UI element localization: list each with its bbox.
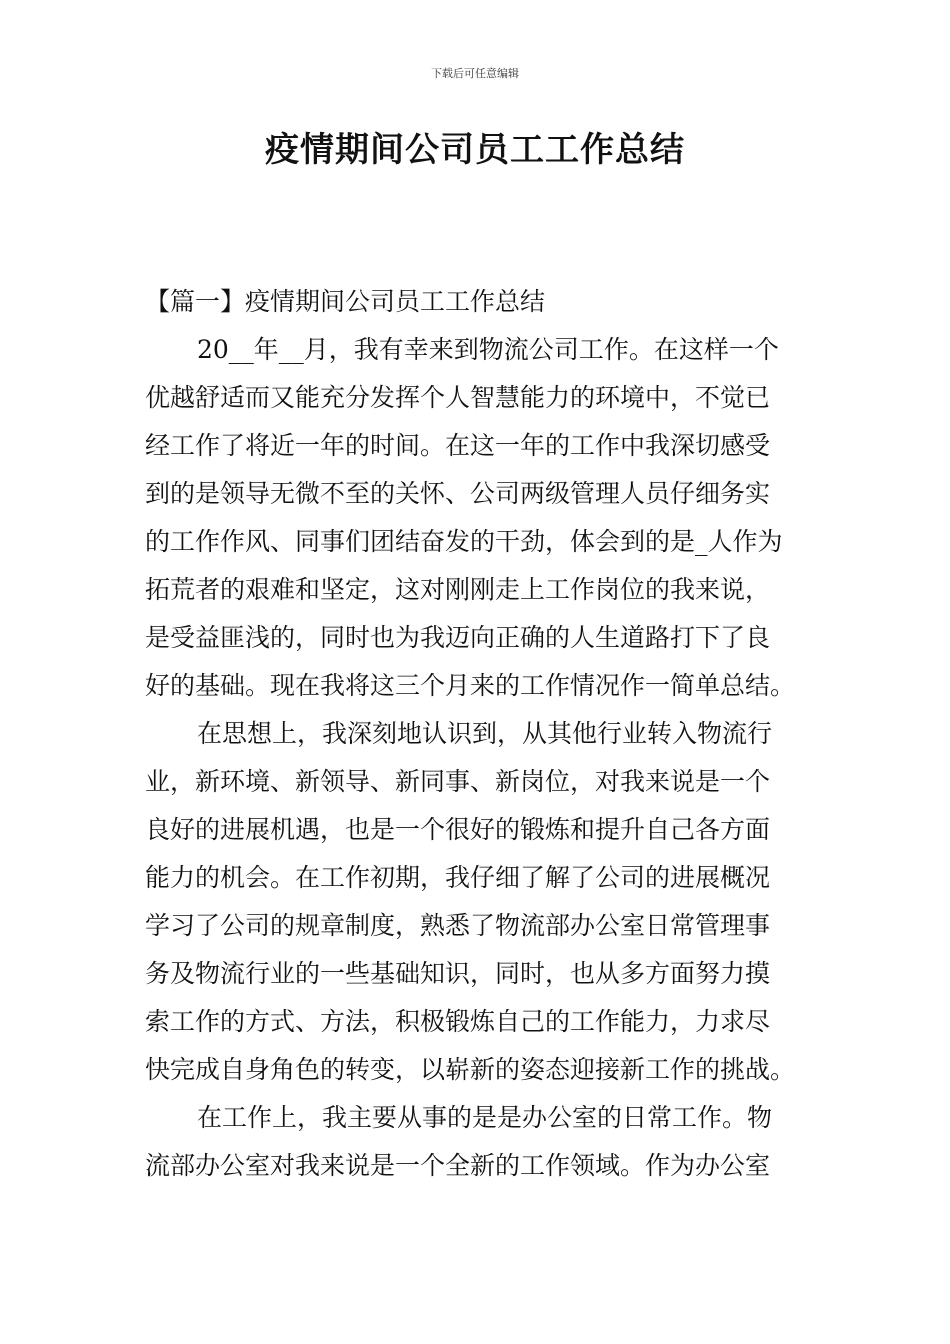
header-note: 下载后可任意编辑 [431,67,519,80]
document-body [145,278,805,1190]
paragraph-line: 索工作的方式、方法，积极锻炼自己的工作能力，力求尽 [145,1007,771,1036]
paragraph-line: 流部办公室对我来说是一个全新的工作领域。作为办公室 [145,1151,771,1180]
paragraph-line: 快完成自身角色的转变，以崭新的姿态迎接新工作的挑战。 [145,1055,796,1084]
paragraph-line: 经工作了将近一年的时间。在这一年的工作中我深切感受 [145,431,771,460]
paragraph-line: 业，新环境、新领导、新同事、新岗位，对我来说是一个 [145,767,771,796]
section-heading: 【篇一】疫情期间公司员工工作总结 [145,287,546,316]
document-title: 疫情期间公司员工工作总结 [265,130,685,170]
paragraph-line: 良好的进展机遇，也是一个很好的锻炼和提升自己各方面 [145,815,771,844]
paragraph-line: 务及物流行业的一些基础知识，同时，也从多方面努力摸 [145,959,771,988]
paragraph-line: 在工作上，我主要从事的是是办公室的日常工作。物 [197,1103,773,1132]
paragraph-line: 到的是领导无微不至的关怀、公司两级管理人员仔细务实 [145,479,771,508]
paragraph-line: 是受益匪浅的，同时也为我迈向正确的人生道路打下了良 [145,623,771,652]
paragraph-line: 学习了公司的规章制度，熟悉了物流部办公室日常管理事 [145,911,771,940]
paragraph-line: 的工作作风、同事们团结奋发的干劲，体会到的是_人作为 [145,527,783,556]
paragraph-line: 在思想上，我深刻地认识到，从其他行业转入物流行 [197,719,773,748]
paragraph-line: 能力的机会。在工作初期，我仔细了解了公司的进展概况 [145,863,771,892]
paragraph-line: 优越舒适而又能充分发挥个人智慧能力的环境中，不觉已 [145,383,771,412]
paragraph-line: 好的基础。现在我将这三个月来的工作情况作一简单总结。 [145,671,796,700]
paragraph-line: 拓荒者的艰难和坚定，这对刚刚走上工作岗位的我来说， [145,575,771,604]
paragraph-line: 20__年__月，我有幸来到物流公司工作。在这样一个 [197,335,779,364]
